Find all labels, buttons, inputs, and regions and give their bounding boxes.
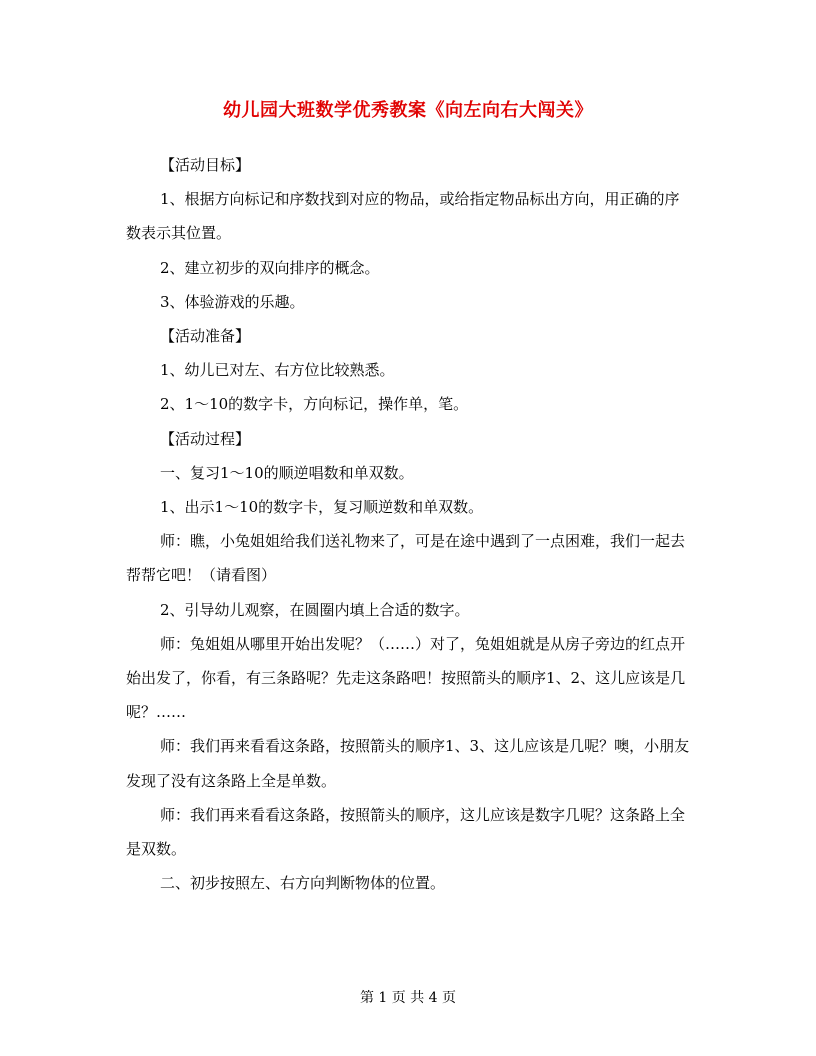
- paragraph: 1、出示1～10的数字卡，复习顺逆数和单双数。: [160, 498, 484, 517]
- paragraph: 2、1～10的数字卡，方向标记，操作单，笔。: [160, 395, 469, 414]
- paragraph: 【活动准备】: [160, 327, 251, 346]
- paragraph: 【活动过程】: [160, 429, 251, 448]
- paragraph: 【活动目标】: [160, 156, 251, 174]
- document-body: [126, 148, 692, 900]
- paragraph: 师：兔姐姐从哪里开始出发呢？（……）对了，兔姐姐就是从房子旁边的红点开始出发了，你看，有三条路呢？先走这条路吧！按照箭头的顺序1、2、这儿应该是几呢？……: [126, 634, 686, 722]
- paragraph: 1、根据方向标记和序数找到对应的物品，或给指定物品标出方向，用正确的序数表示其位置。: [126, 190, 680, 243]
- paragraph: 3、体验游戏的乐趣。: [160, 292, 305, 311]
- paragraph: 师：我们再来看看这条路，按照箭头的顺序1、3、这儿应该是几呢？噢，小朋友发现了没有这条路上全是单数。: [126, 737, 690, 790]
- paragraph: 二、初步按照左、右方向判断物体的位置。: [160, 874, 446, 893]
- page-footer: 第 1 页 共 4 页: [359, 990, 457, 1006]
- paragraph: 2、引导幼儿观察，在圆圈内填上合适的数字。: [160, 600, 470, 619]
- paragraph: 师：瞧，小兔姐姐给我们送礼物来了，可是在途中遇到了一点困难，我们一起去帮帮它吧！（请看图）: [126, 532, 686, 585]
- document-title: 幼儿园大班数学优秀教案《向左向右大闯关》: [223, 100, 593, 121]
- paragraph: 2、建立初步的双向排序的概念。: [160, 258, 380, 277]
- paragraph: 1、幼儿已对左、右方位比较熟悉。: [160, 361, 395, 380]
- paragraph: 一、复习1～10的顺逆唱数和单双数。: [160, 463, 414, 482]
- paragraph: 师：我们再来看看这条路，按照箭头的顺序，这儿应该是数字几呢？这条路上全是双数。: [126, 805, 686, 859]
